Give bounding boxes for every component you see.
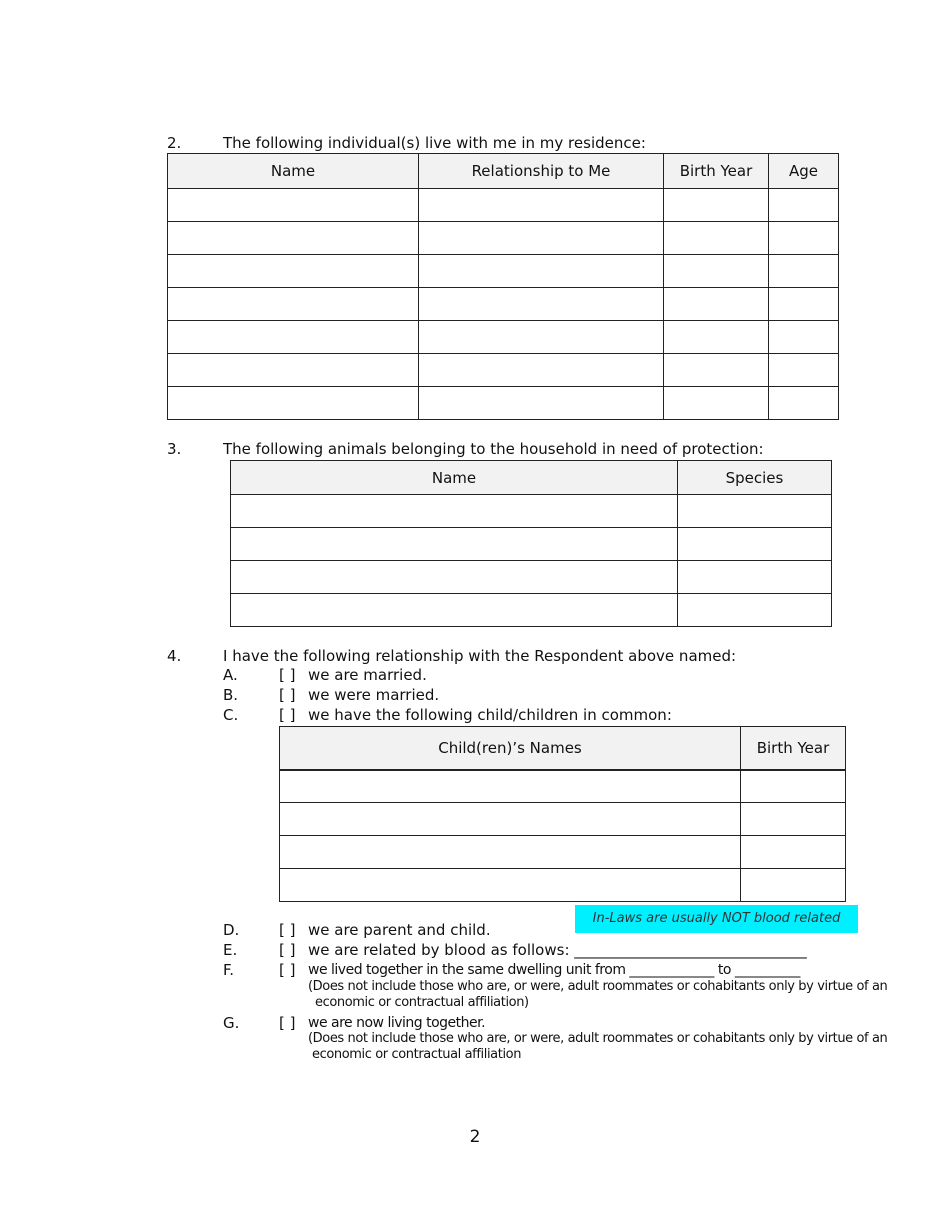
table-cell[interactable] (769, 189, 839, 222)
table-row (231, 561, 832, 594)
section-4-number: 4. (167, 647, 182, 665)
table-row (280, 803, 846, 836)
col-birth-year-header: Birth Year (664, 154, 769, 189)
table-cell[interactable] (231, 561, 678, 594)
option-d-checkbox[interactable]: [ ] (279, 921, 296, 939)
option-f-text: we lived together in the same dwelling unit from _____________ to __________ (308, 962, 800, 978)
table-row (168, 189, 839, 222)
table-cell[interactable] (769, 321, 839, 354)
col-age-header: Age (769, 154, 839, 189)
table-cell[interactable] (678, 528, 832, 561)
table-cell[interactable] (231, 528, 678, 561)
option-a-checkbox[interactable]: [ ] (279, 666, 296, 684)
table-cell[interactable] (168, 255, 419, 288)
table-row (168, 222, 839, 255)
table-cell[interactable] (741, 770, 846, 803)
page-number: 2 (469, 1127, 481, 1147)
household-members-table (167, 153, 839, 420)
option-g-note-line1: (Does not include those who are, or were, adult roommates or cohabitants only by virtue of an (308, 1031, 888, 1046)
col-animal-name-header: Name (231, 461, 678, 495)
table-cell[interactable] (419, 288, 664, 321)
table-cell[interactable] (168, 288, 419, 321)
table-cell[interactable] (664, 321, 769, 354)
table-cell[interactable] (168, 321, 419, 354)
table-cell[interactable] (419, 321, 664, 354)
table-cell[interactable] (678, 594, 832, 627)
table-cell[interactable] (769, 222, 839, 255)
table-cell[interactable] (419, 189, 664, 222)
table-cell[interactable] (664, 255, 769, 288)
option-g-checkbox[interactable]: [ ] (279, 1014, 296, 1032)
table-cell[interactable] (419, 354, 664, 387)
option-g-text: we are now living together. (308, 1015, 486, 1031)
table-row (231, 495, 832, 528)
table-row (280, 836, 846, 869)
table-cell[interactable] (280, 869, 741, 902)
table-row (280, 869, 846, 902)
table-cell[interactable] (664, 222, 769, 255)
option-g-note-line2: economic or contractual affiliation (312, 1047, 522, 1062)
table-cell[interactable] (741, 803, 846, 836)
option-e-text: we are related by blood as follows: _______________________________ (308, 941, 807, 959)
table-row (231, 594, 832, 627)
col-species-header: Species (678, 461, 832, 495)
table-cell[interactable] (678, 495, 832, 528)
option-d-letter: D. (223, 921, 240, 939)
table-cell[interactable] (769, 288, 839, 321)
table-cell[interactable] (741, 869, 846, 902)
children-table (279, 726, 846, 902)
col-name-header: Name (168, 154, 419, 189)
table-cell[interactable] (664, 354, 769, 387)
table-cell[interactable] (741, 836, 846, 869)
option-b-letter: B. (223, 686, 239, 704)
table-cell[interactable] (664, 288, 769, 321)
option-b-text: we were married. (308, 686, 440, 704)
option-b-checkbox[interactable]: [ ] (279, 686, 296, 704)
option-f-letter: F. (223, 961, 234, 979)
table-cell[interactable] (419, 387, 664, 420)
section-3-text: The following animals belonging to the household in need of protection: (223, 440, 764, 458)
table-cell[interactable] (168, 222, 419, 255)
table-cell[interactable] (168, 387, 419, 420)
option-c-text: we have the following child/children in common: (308, 706, 672, 724)
table-cell[interactable] (664, 189, 769, 222)
table-row (168, 387, 839, 420)
option-a-letter: A. (223, 666, 238, 684)
table-row (280, 770, 846, 803)
table-cell[interactable] (280, 803, 741, 836)
section-4-text: I have the following relationship with the Respondent above named: (223, 647, 737, 665)
table-row (168, 288, 839, 321)
table-cell[interactable] (769, 255, 839, 288)
table-cell[interactable] (419, 222, 664, 255)
option-g-letter: G. (223, 1014, 240, 1032)
table-cell[interactable] (769, 387, 839, 420)
table-cell[interactable] (678, 561, 832, 594)
option-c-letter: C. (223, 706, 239, 724)
option-a-text: we are married. (308, 666, 427, 684)
col-child-birth-year-header: Birth Year (741, 727, 846, 770)
table-cell[interactable] (168, 189, 419, 222)
table-row (168, 255, 839, 288)
col-children-names-header: Child(ren)’s Names (280, 727, 741, 770)
option-f-note-line1: (Does not include those who are, or were, adult roommates or cohabitants only by virtue of an (308, 979, 888, 994)
option-f-checkbox[interactable]: [ ] (279, 961, 296, 979)
animals-table (230, 460, 832, 627)
section-2-text: The following individual(s) live with me in my residence: (223, 134, 646, 152)
table-cell[interactable] (769, 354, 839, 387)
table-row (168, 354, 839, 387)
table-cell[interactable] (168, 354, 419, 387)
section-2-number: 2. (167, 134, 182, 152)
section-3-number: 3. (167, 440, 182, 458)
option-f-note-line2: economic or contractual affiliation) (315, 995, 529, 1010)
table-row (231, 528, 832, 561)
col-relationship-header: Relationship to Me (419, 154, 664, 189)
in-laws-note: In-Laws are usually NOT blood related (575, 905, 858, 933)
table-cell[interactable] (231, 495, 678, 528)
table-cell[interactable] (280, 836, 741, 869)
option-e-letter: E. (223, 941, 238, 959)
option-c-checkbox[interactable]: [ ] (279, 706, 296, 724)
table-cell[interactable] (280, 770, 741, 803)
table-row (168, 321, 839, 354)
option-e-checkbox[interactable]: [ ] (279, 941, 296, 959)
table-cell[interactable] (231, 594, 678, 627)
option-d-text: we are parent and child. (308, 921, 491, 939)
table-cell[interactable] (664, 387, 769, 420)
table-cell[interactable] (419, 255, 664, 288)
